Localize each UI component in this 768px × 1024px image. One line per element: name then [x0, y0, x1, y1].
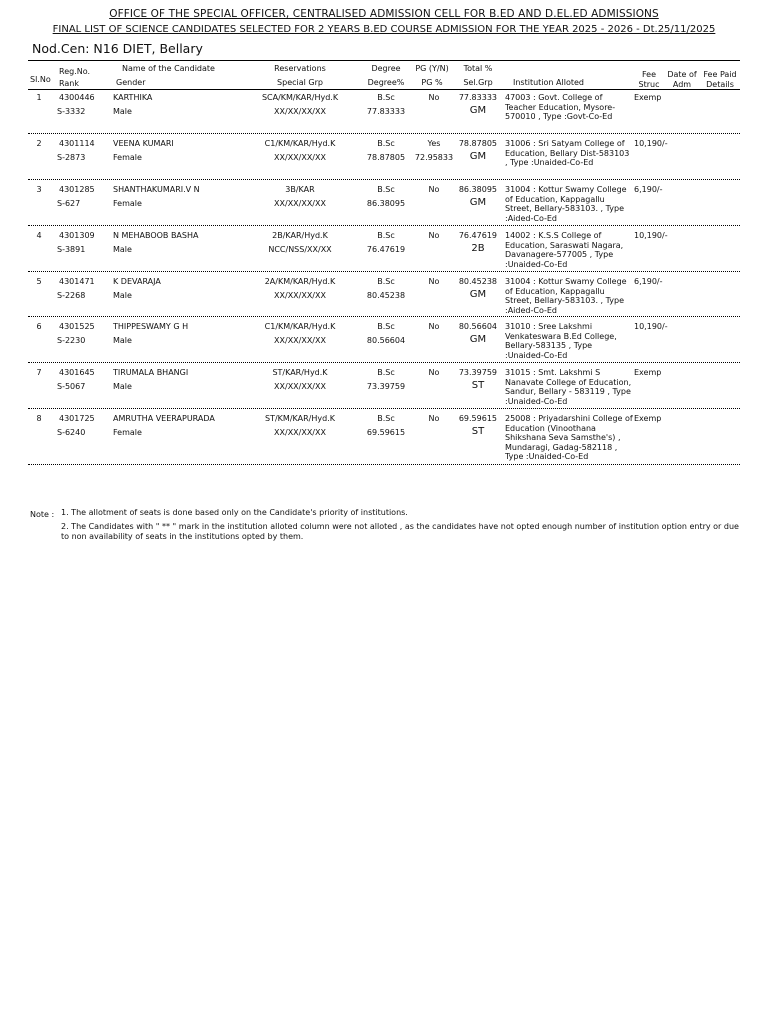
cell-special-grp: XX/XX/XX/XX: [274, 428, 326, 437]
cell-total: 80.45238: [458, 277, 497, 286]
list-title: FINAL LIST OF SCIENCE CANDIDATES SELECTED FOR 2 YEARS B.ED COURSE ADMISSION FOR THE YEAR 2025 - 2026 - Dt.25/11/2025: [52, 24, 716, 35]
cell-special-grp: NCC/NSS/XX/XX: [268, 245, 332, 254]
table-row: [0, 139, 768, 179]
cell-name: AMRUTHA VEERAPURADA: [113, 414, 215, 423]
header-bottom-rule: [28, 89, 740, 90]
cell-rank: S-5067: [57, 382, 86, 391]
cell-reservation: 3B/KAR: [285, 185, 315, 194]
cell-fee: Exemp: [634, 414, 662, 423]
cell-special-grp: XX/XX/XX/XX: [274, 153, 326, 162]
cell-slno: 1: [36, 93, 42, 102]
col-regno: Reg.No.: [59, 67, 91, 76]
cell-pg-yn: No: [428, 322, 440, 331]
cell-degree: B.Sc: [377, 277, 395, 286]
cell-sel-grp: ST: [471, 426, 485, 437]
cell-institution: 14002 : K.S.S College of Education, Saraswati Nagara, Davanagere-577005 , Type :Unaided-Co-Ed: [505, 231, 624, 269]
cell-reservation: 2A/KM/KAR/Hyd.K: [264, 277, 336, 286]
cell-regno: 4301725: [59, 414, 95, 423]
cell-gender: Male: [113, 382, 132, 391]
cell-rank: S-2230: [57, 336, 86, 345]
cell-degree: B.Sc: [377, 93, 395, 102]
cell-pg-yn: No: [428, 368, 440, 377]
cell-pg-yn: No: [428, 277, 440, 286]
cell-reservation: SCA/KM/KAR/Hyd.K: [261, 93, 339, 102]
cell-special-grp: XX/XX/XX/XX: [274, 291, 326, 300]
cell-total: 73.39759: [458, 368, 497, 377]
cell-fee: 10,190/-: [634, 231, 668, 240]
cell-degree: B.Sc: [377, 322, 395, 331]
cell-degree-pct: 80.45238: [366, 291, 406, 300]
cell-sel-grp: ST: [471, 380, 485, 391]
cell-slno: 3: [36, 185, 42, 194]
col-adm: Adm: [672, 80, 692, 89]
cell-slno: 5: [36, 277, 42, 286]
cell-reservation: C1/KM/KAR/Hyd.K: [264, 322, 336, 331]
cell-institution: 31004 : Kottur Swamy College of Education, Kappagallu Street, Bellary-583103. , Type :Aided-Co-Ed: [505, 185, 627, 223]
cell-fee: Exemp: [634, 93, 662, 102]
col-date-of: Date of: [667, 70, 697, 79]
office-title: OFFICE OF THE SPECIAL OFFICER, CENTRALISED ADMISSION CELL FOR B.ED AND D.EL.ED ADMISSIONS: [109, 8, 659, 20]
table-row: [0, 231, 768, 271]
cell-sel-grp: 2B: [471, 243, 485, 254]
cell-institution: 31010 : Sree Lakshmi Venkateswara B.Ed College, Bellary-583135 , Type :Unaided-Co-Ed: [505, 322, 617, 360]
cell-name: N MEHABOOB BASHA: [113, 231, 199, 240]
cell-degree-pct: 77.83333: [366, 107, 406, 116]
cell-slno: 8: [36, 414, 42, 423]
cell-pg-yn: No: [428, 185, 440, 194]
row-divider: [28, 316, 740, 317]
cell-fee: 10,190/-: [634, 322, 668, 331]
cell-institution: 25008 : Priyadarshini College of Education (Vinoothana Shikshana Seva Samsthe's) , Mundaragi, Gadag-582118 , Type :Unaided-Co-Ed: [505, 414, 633, 461]
table-row: [0, 277, 768, 317]
cell-gender: Female: [113, 199, 142, 208]
table-row: [0, 93, 768, 133]
row-divider: [28, 133, 740, 134]
cell-pg-yn: Yes: [427, 139, 441, 148]
cell-degree-pct: 78.87805: [366, 153, 406, 162]
table-row: [0, 414, 768, 461]
cell-special-grp: XX/XX/XX/XX: [274, 336, 326, 345]
cell-fee: 10,190/-: [634, 139, 668, 148]
cell-reservation: 2B/KAR/Hyd.K: [272, 231, 328, 240]
row-divider: [28, 408, 740, 409]
col-total: Total %: [463, 64, 493, 73]
cell-gender: Male: [113, 291, 132, 300]
cell-reservation: C1/KM/KAR/Hyd.K: [264, 139, 336, 148]
cell-sel-grp: GM: [469, 151, 487, 162]
cell-special-grp: XX/XX/XX/XX: [274, 107, 326, 116]
cell-total: 80.56604: [458, 322, 497, 331]
cell-degree: B.Sc: [377, 231, 395, 240]
cell-slno: 7: [36, 368, 42, 377]
cell-name: KARTHIKA: [113, 93, 153, 102]
nodal-centre: Nod.Cen: N16 DIET, Bellary: [32, 41, 203, 56]
cell-pg-yn: No: [428, 231, 440, 240]
note-label: Note :: [30, 510, 55, 519]
col-special-grp: Special Grp: [277, 78, 323, 87]
cell-reservation: ST/KAR/Hyd.K: [272, 368, 328, 377]
cell-institution: 31006 : Sri Satyam College of Education, Bellary Dist-583103 , Type :Unaided-Co-Ed: [505, 139, 630, 167]
cell-name: THIPPESWAMY G H: [113, 322, 189, 331]
cell-degree-pct: 73.39759: [366, 382, 406, 391]
cell-gender: Male: [113, 107, 132, 116]
row-divider: [28, 225, 740, 226]
cell-name: SHANTHAKUMARI.V N: [113, 185, 200, 194]
cell-special-grp: XX/XX/XX/XX: [274, 382, 326, 391]
cell-total: 76.47619: [458, 231, 497, 240]
note-1: 1. The allotment of seats is done based only on the Candidate's priority of institutions.: [61, 508, 408, 517]
table-row: [0, 322, 768, 362]
cell-institution: 31015 : Smt. Lakshmi S Nanavate College of Education, Sandur, Bellary - 583119 , Type :Unaided-Co-Ed: [505, 368, 632, 406]
cell-regno: 4301285: [59, 185, 95, 194]
col-sel-grp: Sel.Grp: [463, 78, 493, 87]
cell-institution: 47003 : Govt. College of Teacher Education, Mysore-570010 , Type :Govt-Co-Ed: [505, 93, 616, 121]
cell-rank: S-3332: [57, 107, 86, 116]
cell-gender: Female: [113, 153, 142, 162]
col-fee-paid-details: Details: [706, 80, 734, 89]
note-2: 2. The Candidates with " ** " mark in the institution alloted column were not alloted , as the candidates have not opted enough number of institution option entry or due to non availability of seats in the institutions opted by them.: [61, 522, 739, 541]
row-divider: [28, 271, 740, 272]
cell-name: TIRUMALA BHANGI: [113, 368, 189, 377]
cell-rank: S-2268: [57, 291, 86, 300]
col-degree-pct: Degree%: [367, 78, 405, 87]
cell-sel-grp: GM: [469, 289, 487, 300]
cell-total: 69.59615: [458, 414, 497, 423]
col-rank: Rank: [59, 79, 79, 88]
row-divider: [28, 362, 740, 363]
col-degree: Degree: [371, 64, 401, 73]
cell-pg-pct: 72.95833: [414, 153, 454, 162]
col-slno: Sl.No: [30, 75, 51, 84]
cell-gender: Female: [113, 428, 142, 437]
cell-regno: 4301645: [59, 368, 95, 377]
cell-slno: 2: [36, 139, 42, 148]
col-gender: Gender: [116, 78, 146, 87]
cell-name: K DEVARAJA: [113, 277, 161, 286]
header-top-rule: [28, 60, 740, 61]
cell-fee: 6,190/-: [634, 277, 663, 286]
cell-degree-pct: 80.56604: [366, 336, 406, 345]
cell-slno: 6: [36, 322, 42, 331]
row-divider: [28, 179, 740, 180]
cell-reservation: ST/KM/KAR/Hyd.K: [265, 414, 335, 423]
cell-rank: S-2873: [57, 153, 86, 162]
cell-pg-yn: No: [428, 93, 440, 102]
cell-total: 78.87805: [458, 139, 497, 148]
cell-degree-pct: 76.47619: [366, 245, 406, 254]
cell-gender: Male: [113, 245, 132, 254]
cell-degree-pct: 86.38095: [366, 199, 406, 208]
cell-degree: B.Sc: [377, 139, 395, 148]
cell-pg-yn: No: [428, 414, 440, 423]
cell-rank: S-3891: [57, 245, 86, 254]
cell-regno: 4301309: [59, 231, 95, 240]
col-pg-yn: PG (Y/N): [415, 64, 449, 73]
table-row: [0, 185, 768, 225]
cell-rank: S-6240: [57, 428, 86, 437]
cell-degree-pct: 69.59615: [366, 428, 406, 437]
col-institution: Institution Alloted: [513, 78, 584, 87]
table-row: [0, 368, 768, 408]
cell-sel-grp: GM: [469, 105, 487, 116]
cell-sel-grp: GM: [469, 197, 487, 208]
col-fee-paid: Fee Paid: [703, 70, 737, 79]
cell-gender: Male: [113, 336, 132, 345]
cell-fee: Exemp: [634, 368, 662, 377]
cell-rank: S-627: [57, 199, 81, 208]
cell-fee: 6,190/-: [634, 185, 663, 194]
cell-degree: B.Sc: [377, 368, 395, 377]
col-fee: Fee: [641, 70, 656, 79]
col-fee-struc: Struc: [638, 80, 660, 89]
cell-name: VEENA KUMARI: [113, 139, 174, 148]
cell-degree: B.Sc: [377, 414, 395, 423]
cell-regno: 4301525: [59, 322, 95, 331]
row-divider: [28, 464, 740, 465]
cell-regno: 4301114: [59, 139, 95, 148]
cell-regno: 4301471: [59, 277, 95, 286]
cell-total: 86.38095: [458, 185, 497, 194]
col-pg-pct: PG %: [421, 78, 443, 87]
cell-sel-grp: GM: [469, 334, 487, 345]
cell-slno: 4: [36, 231, 42, 240]
cell-total: 77.83333: [458, 93, 497, 102]
cell-degree: B.Sc: [377, 185, 395, 194]
cell-institution: 31004 : Kottur Swamy College of Education, Kappagallu Street, Bellary-583103. , Type :Aided-Co-Ed: [505, 277, 627, 315]
cell-regno: 4300446: [59, 93, 95, 102]
col-name: Name of the Candidate: [122, 64, 215, 73]
col-reservations: Reservations: [274, 64, 326, 73]
cell-special-grp: XX/XX/XX/XX: [274, 199, 326, 208]
